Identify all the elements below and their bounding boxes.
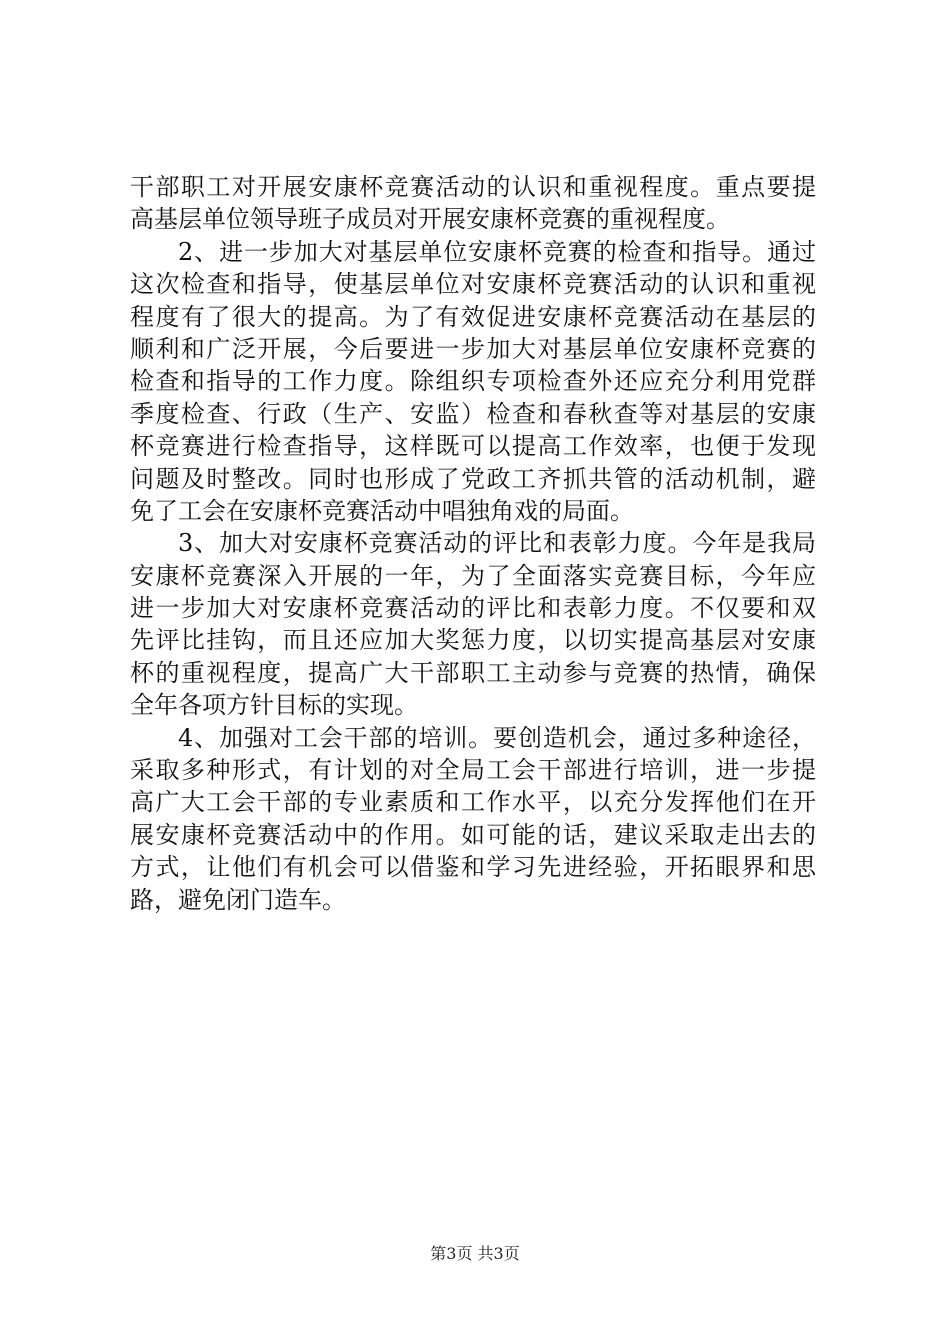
text-line: 采取多种形式，有计划的对全局工会干部进行培训，进一步提 <box>130 756 816 785</box>
text-line: 干部职工对开展安康杯竞赛活动的认识和重视程度。重点要提 <box>130 173 816 201</box>
text-line: 检查和指导的工作力度。除组织专项检查外还应充分利用党群 <box>130 367 816 396</box>
text-line: 方式，让他们有机会可以借鉴和学习先进经验，开拓眼界和思 <box>130 853 816 882</box>
text-line: 路，避免闭门造车。 <box>130 885 346 914</box>
paragraph-1 <box>130 171 816 236</box>
text-line: 进一步加大对安康杯竞赛活动的评比和表彰力度。不仅要和双 <box>130 594 816 623</box>
text-line: 免了工会在安康杯竞赛活动中唱独角戏的局面。 <box>130 496 634 525</box>
text-line: 先评比挂钩，而且还应加大奖惩力度，以切实提高基层对安康 <box>130 626 816 655</box>
text-line: 杯的重视程度，提高广大干部职工主动参与竞赛的热情，确保 <box>130 658 816 687</box>
text-line: 全年各项方针目标的实现。 <box>130 691 418 720</box>
paragraph-3 <box>130 527 816 721</box>
text-line: 杯竞赛进行检查指导，这样既可以提高工作效率，也便于发现 <box>130 432 816 461</box>
text-line: 4、加强对工会干部的培训。要创造机会，通过多种途径， <box>178 723 816 752</box>
text-line: 高基层单位领导班子成员对开展安康杯竞赛的重视程度。 <box>130 205 730 234</box>
text-line: 程度有了很大的提高。为了有效促进安康杯竞赛活动在基层的 <box>130 302 816 331</box>
text-line: 季度检查、行政（生产、安监）检查和春秋查等对基层的安康 <box>130 399 816 428</box>
text-line: 这次检查和指导，使基层单位对安康杯竞赛活动的认识和重视 <box>130 270 816 299</box>
text-line: 问题及时整改。同时也形成了党政工齐抓共管的活动机制，避 <box>130 464 816 493</box>
text-line: 展安康杯竞赛活动中的作用。如可能的话，建议采取走出去的 <box>130 820 816 849</box>
text-line: 3、加大对安康杯竞赛活动的评比和表彰力度。今年是我局 <box>178 529 816 558</box>
paragraph-2 <box>130 236 816 528</box>
document-body <box>130 171 816 916</box>
page-number-footer: 第3页 共3页 <box>430 1244 520 1263</box>
text-line: 2、进一步加大对基层单位安康杯竞赛的检查和指导。通过 <box>178 237 816 266</box>
text-line: 安康杯竞赛深入开展的一年，为了全面落实竞赛目标，今年应 <box>130 561 816 590</box>
paragraph-4 <box>130 722 816 916</box>
text-line: 顺利和广泛开展，今后要进一步加大对基层单位安康杯竞赛的 <box>130 334 816 363</box>
text-line: 高广大工会干部的专业素质和工作水平，以充分发挥他们在开 <box>130 788 816 817</box>
